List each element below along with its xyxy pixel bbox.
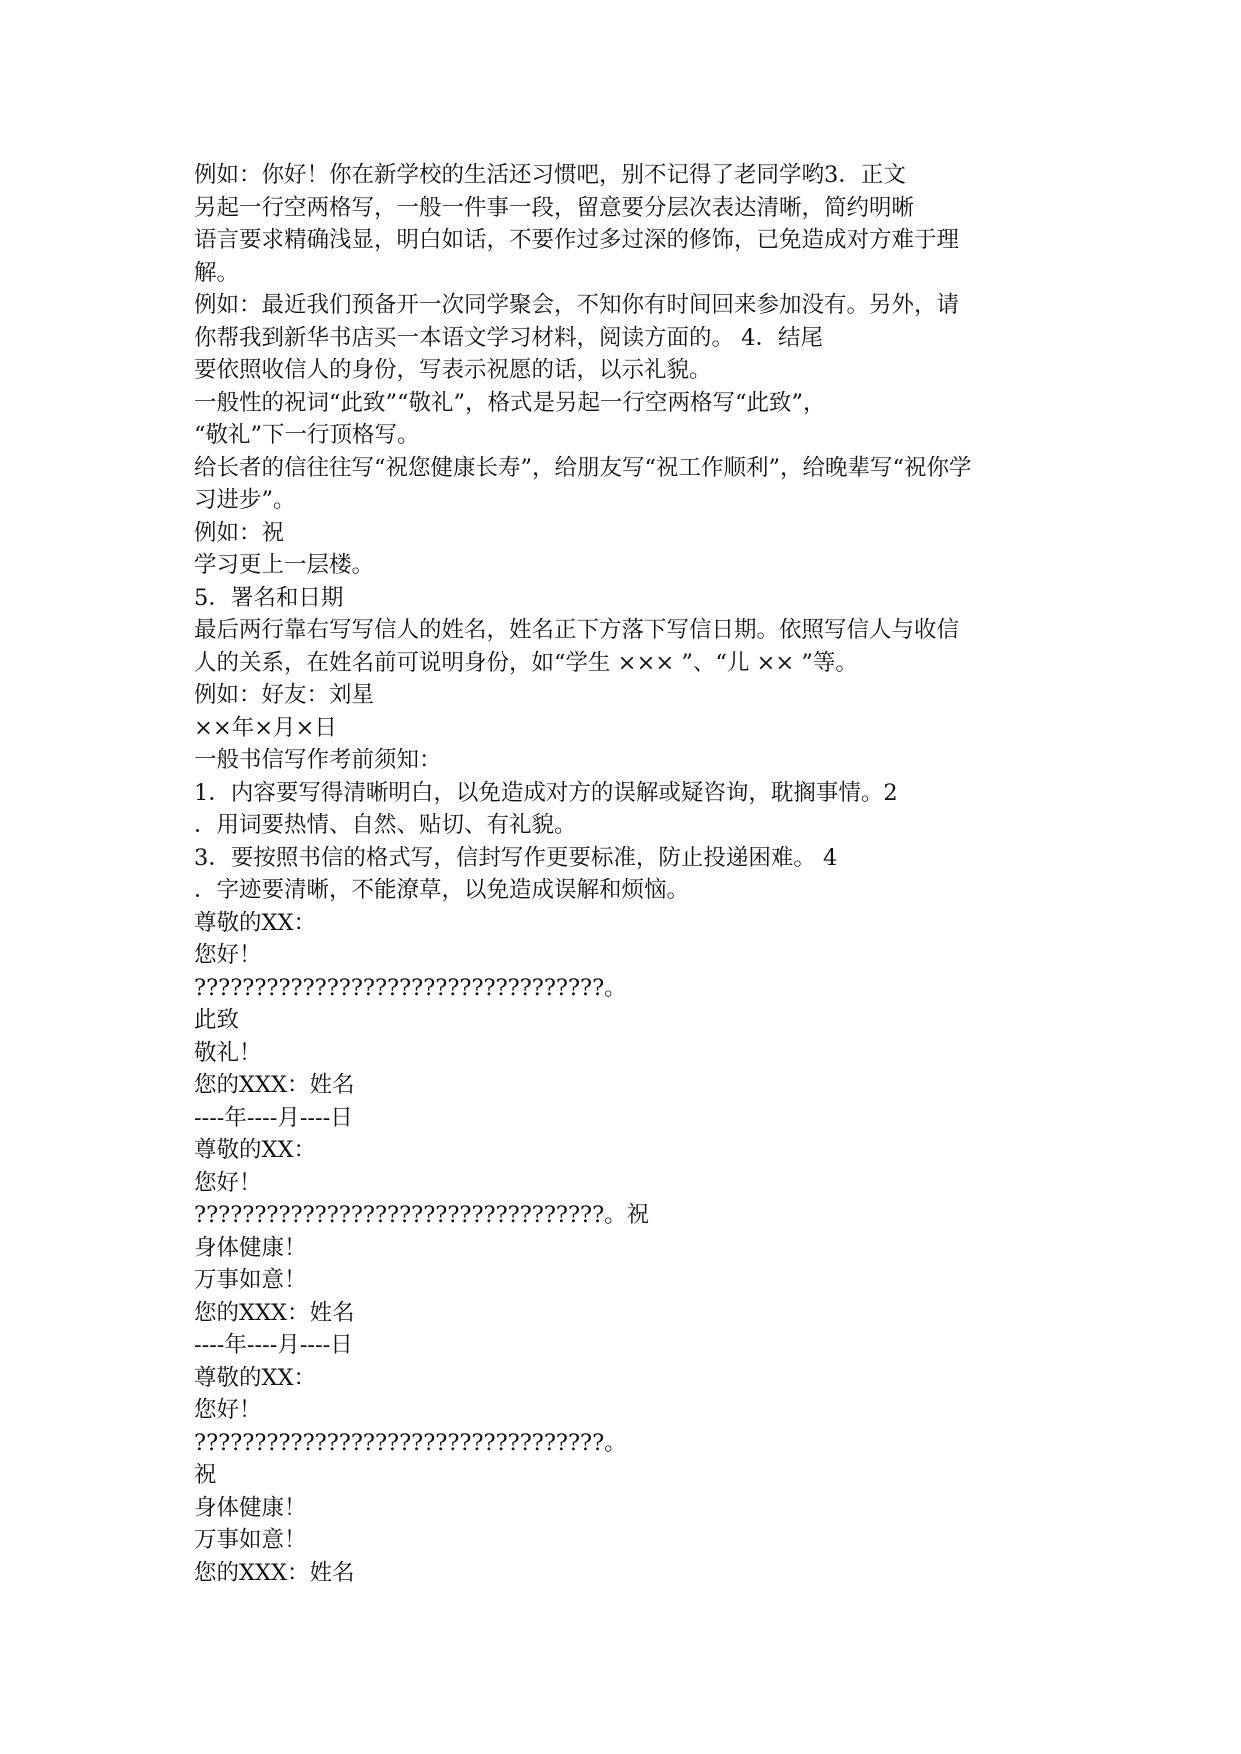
text-line: 例如：好友：刘星	[194, 682, 375, 708]
letter-salutation: 尊敬的XX：	[194, 1364, 317, 1391]
letter-body: ??????????????????????????????????。	[194, 1429, 627, 1456]
letter-closing: 身体健康！	[194, 1234, 307, 1261]
text-line: 例如：你好！你在新学校的生活还习惯吧，别不记得了老同学哟3．正文	[194, 162, 906, 188]
text-line: 人的关系，在姓名前可说明身份，如“学生 ××× ”、“儿 ×× ”等。	[194, 649, 858, 676]
section-heading: 5．署名和日期	[194, 584, 344, 611]
letter-greeting: 您好！	[194, 1397, 262, 1423]
letter-closing: 万事如意！	[194, 1267, 307, 1293]
text-line: 1．内容要写得清晰明白，以免造成对方的误解或疑咨询，耽搁事情。2	[194, 779, 898, 806]
text-line: 解。	[194, 259, 240, 286]
letter-date: ----年----月----日	[194, 1104, 353, 1131]
text-line: ．用词要热情、自然、贴切、有礼貌。	[194, 812, 577, 838]
text-line: 语言要求精确浅显，明白如话，不要作过多过深的修饰，已免造成对方难于理	[194, 227, 960, 253]
text-line: ××年×月×日	[194, 714, 337, 741]
letter-body: ??????????????????????????????????。祝	[194, 1202, 650, 1228]
letter-closing: 祝	[194, 1462, 217, 1488]
letter-closing: 此致	[194, 1007, 240, 1033]
text-line: 最后两行靠右写写信人的姓名，姓名正下方落下写信日期。依照写信人与收信	[194, 617, 960, 643]
letter-signature: 您的XXX：姓名	[194, 1559, 355, 1586]
text-line: 3．要按照书信的格式写，信封写作更要标准，防止投递困难。 4	[194, 844, 838, 871]
text-line: 要依照收信人的身份，写表示祝愿的话，以示礼貌。	[194, 357, 712, 383]
letter-body: ??????????????????????????????????。	[194, 974, 627, 1001]
letter-closing: 万事如意！	[194, 1527, 307, 1553]
text-line: 一般性的祝词“此致”“敬礼”，格式是另起一行空两格写“此致”，	[194, 389, 826, 416]
text-line: 例如：最近我们预备开一次同学聚会，不知你有时间回来参加没有。另外，请	[194, 292, 960, 318]
text-line: 你帮我到新华书店买一本语文学习材料，阅读方面的。 4．结尾	[194, 324, 823, 351]
text-line: ．字迹要清晰，不能潦草，以免造成误解和烦恼。	[194, 877, 690, 903]
letter-greeting: 您好！	[194, 942, 262, 968]
letter-closing: 敬礼！	[194, 1039, 262, 1066]
text-line: 习进步”。	[194, 487, 296, 513]
letter-salutation: 尊敬的XX：	[194, 1137, 317, 1163]
letter-date: ----年----月----日	[194, 1332, 353, 1358]
document-body	[194, 159, 1054, 1589]
text-line: 学习更上一层楼。	[194, 552, 375, 578]
text-line: “敬礼”下一行顶格写。	[194, 422, 420, 448]
letter-closing: 身体健康！	[194, 1494, 307, 1521]
text-line: 另起一行空两格写，一般一件事一段，留意要分层次表达清晰，简约明晰	[194, 194, 915, 221]
letter-signature: 您的XXX：姓名	[194, 1299, 355, 1326]
text-line: 例如：祝	[194, 519, 285, 546]
letter-greeting: 您好！	[194, 1169, 262, 1196]
letter-salutation: 尊敬的XX：	[194, 909, 317, 936]
text-line: 给长者的信往往写“祝您健康长寿”，给朋友写“祝工作顺利”，给晚辈写“祝你学	[194, 454, 972, 481]
letter-signature: 您的XXX：姓名	[194, 1072, 355, 1098]
section-heading: 一般书信写作考前须知：	[194, 747, 442, 773]
